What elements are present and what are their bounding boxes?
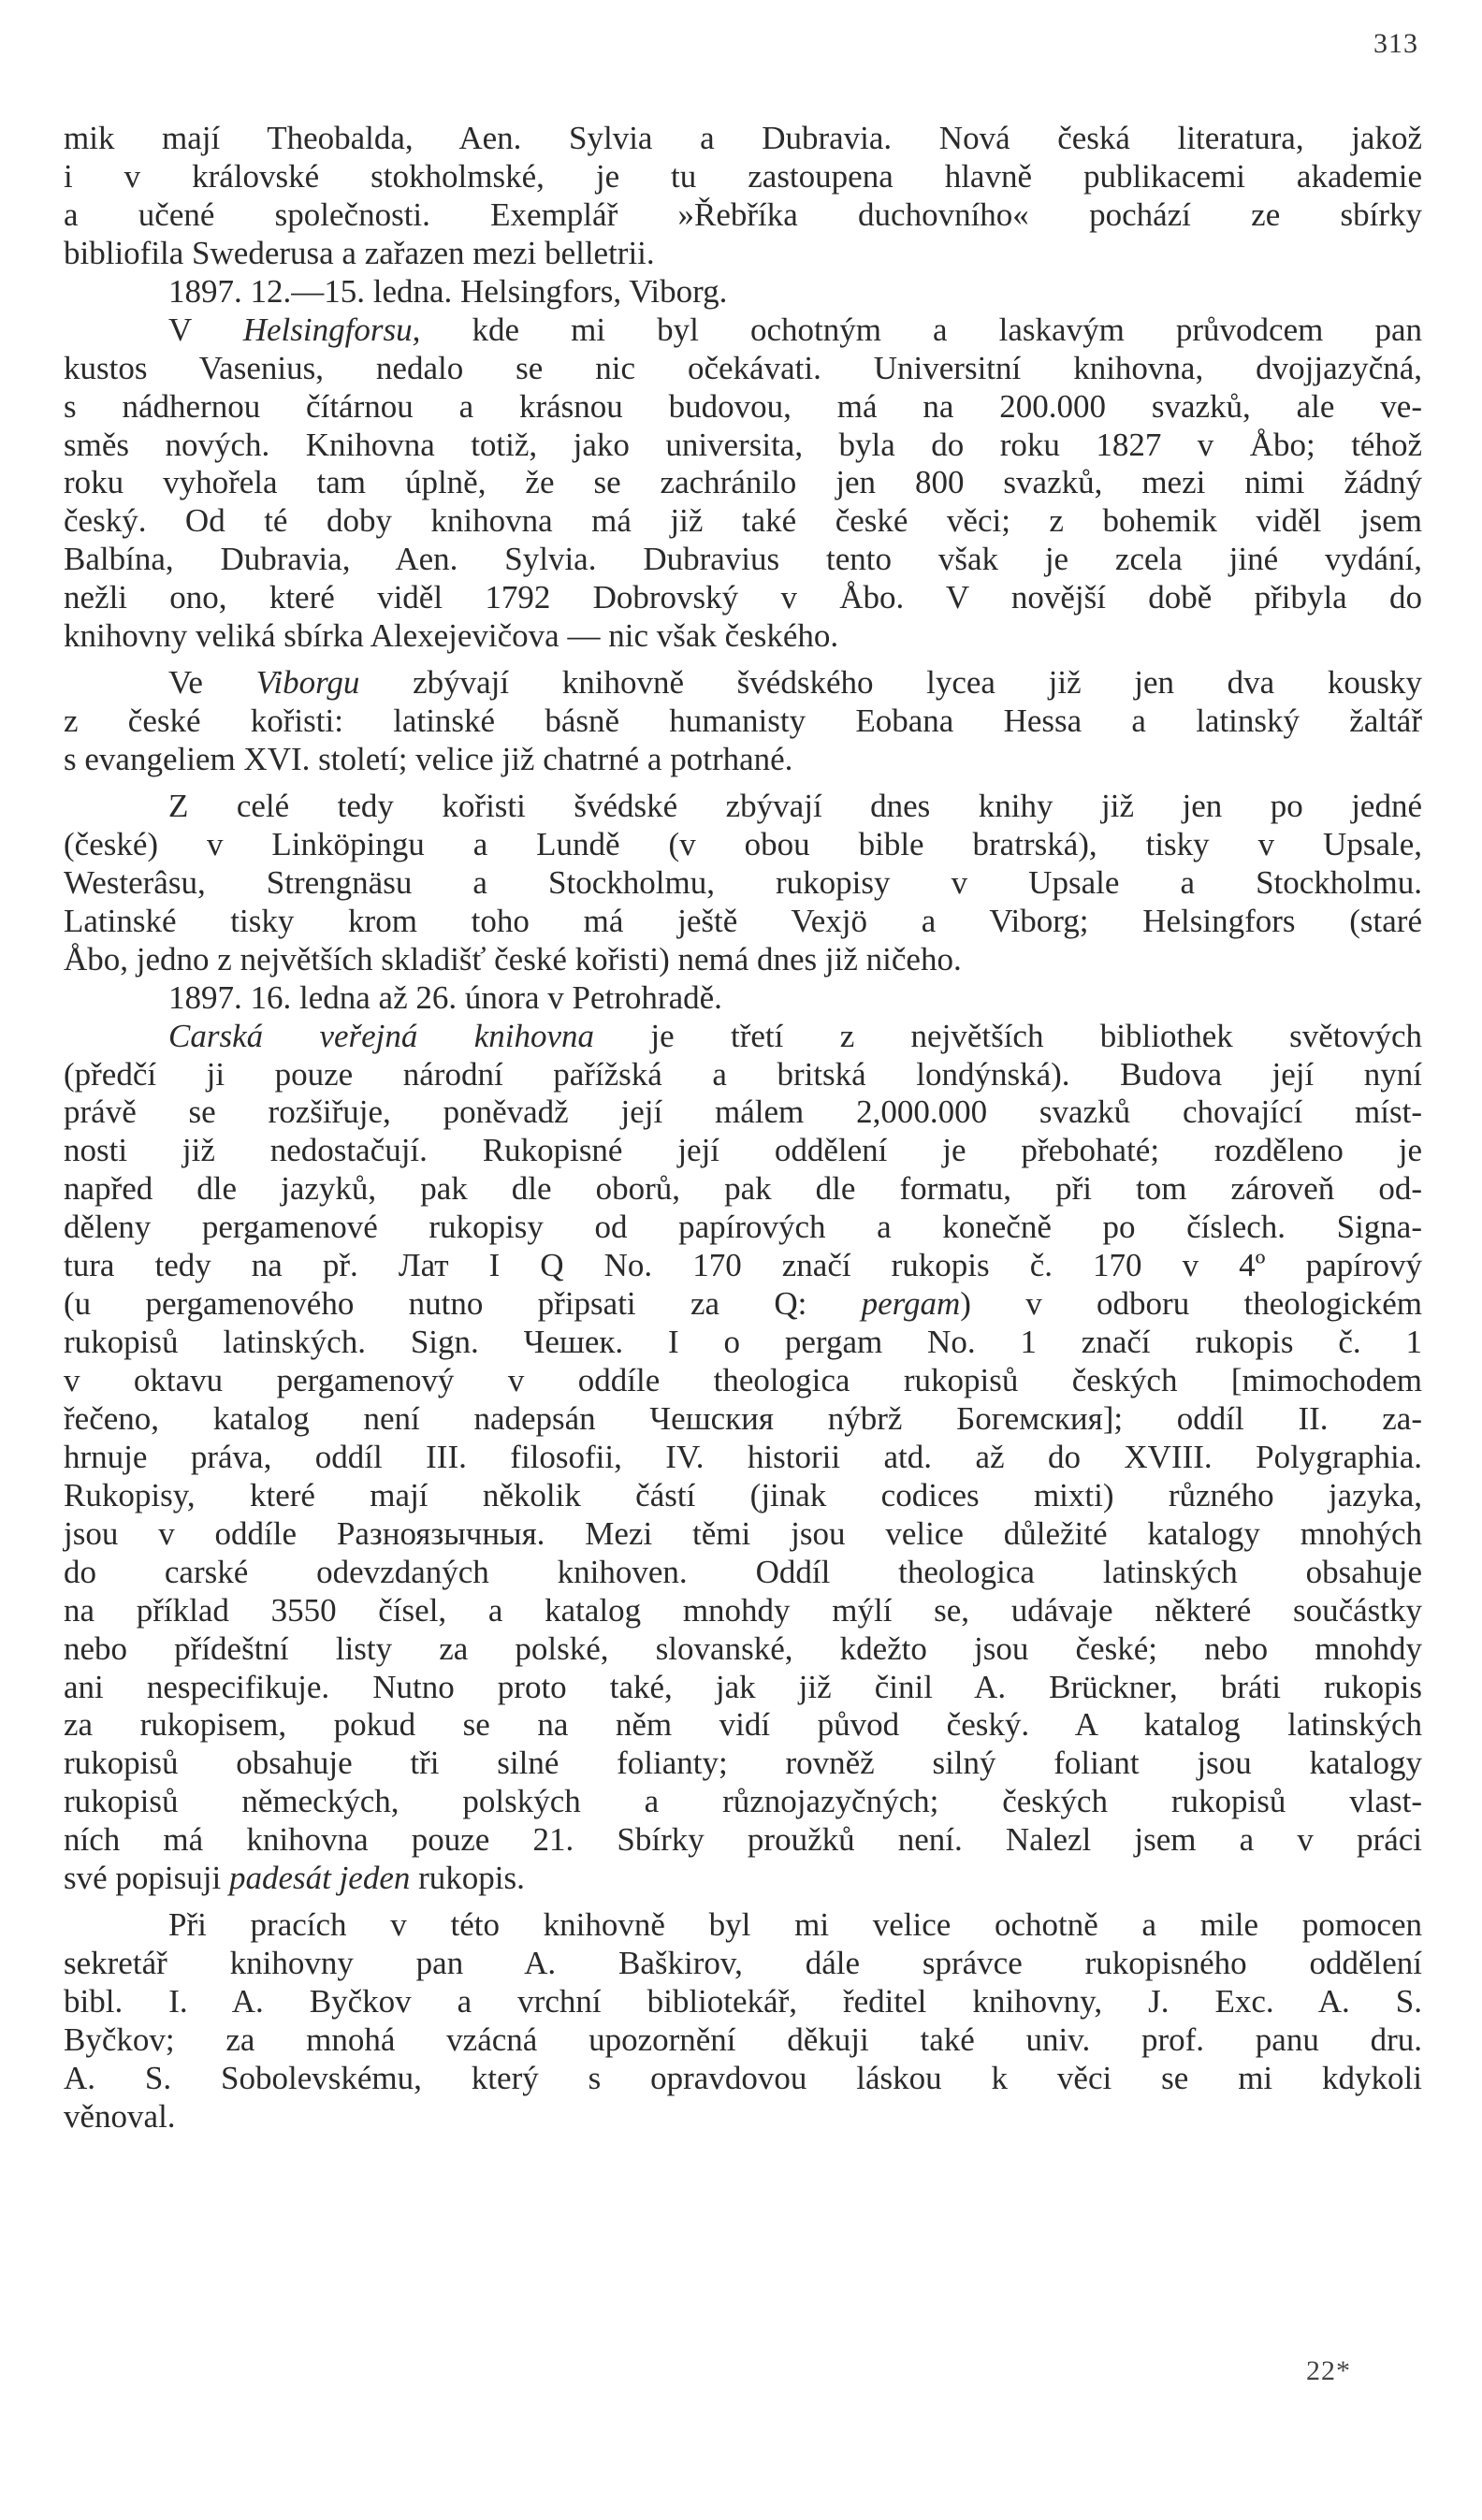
body-text: [64, 120, 1422, 2136]
text-line: za rukopisem, pokud se na něm vidí původ český. A katalog latinských: [64, 1706, 1422, 1744]
text-line: nosti již nedostačují. Rukopisné její oddělení je přebohaté; rozděleno je: [64, 1132, 1422, 1169]
text-line: Při pracích v této knihovně byl mi velice ochotně a mile pomocen: [168, 1906, 1422, 1944]
text-line: roku vyhořela tam úplně, že se zachránilo jen 800 svazků, mezi nimi žádný: [64, 464, 1422, 501]
text-line: knihovny veliká sbírka Alexejevičova — nic však českého.: [64, 617, 839, 655]
text-line: V Helsingforsu, kde mi byl ochotným a laskavým průvodcem pan: [168, 311, 1422, 348]
text-line: děleny pergamenové rukopisy od papírových a konečně po číslech. Signa-: [64, 1209, 1422, 1246]
page-number: 313: [1373, 28, 1418, 59]
text-line: (předčí ji pouze národní pařížská a britská londýnská). Budova její nyní: [64, 1055, 1422, 1093]
text-line: s evangeliem XVI. století; velice již chatrné a potrhané.: [64, 741, 793, 777]
text-line: nežli ono, které viděl 1792 Dobrovský v Åbo. V novější době přibyla do: [64, 579, 1422, 616]
text-line: ních má knihovna pouze 21. Sbírky proužků není. Nalezl jsem a v práci: [64, 1821, 1422, 1859]
text-line: tura tedy na př. Лат I Q No. 170 značí rukopis č. 170 v 4º papírový: [64, 1247, 1422, 1284]
text-line: mik mají Theobalda, Aen. Sylvia a Dubravia. Nová česká literatura, jakož: [64, 120, 1422, 156]
text-line: věnoval.: [64, 2097, 176, 2135]
text-line: Balbína, Dubravia, Aen. Sylvia. Dubravius tento však je zcela jiné vydání,: [64, 541, 1422, 578]
text-line: rukopisů německých, polských a různojazyčných; českých rukopisů vlast-: [64, 1783, 1422, 1820]
text-line: bibliofila Swederusa a zařazen mezi belletrii.: [64, 234, 655, 271]
text-line: (u pergamenového nutno připsati za Q: pergam) v odboru theologickém: [64, 1285, 1422, 1323]
text-line: a učené společnosti. Exemplář »Řebříka duchovního« pochází ze sbírky: [64, 196, 1422, 233]
text-line: Latinské tisky krom toho má ještě Vexjö a Viborg; Helsingfors (staré: [64, 902, 1422, 939]
text-line: napřed dle jazyků, pak dle oborů, pak dle formatu, při tom zároveň od-: [64, 1170, 1422, 1208]
text-line: do carské odevzdaných knihoven. Oddíl theologica latinských obsahuje: [64, 1553, 1422, 1590]
text-line: Rukopisy, které mají několik částí (jinak codices mixti) různého jazyka,: [64, 1476, 1422, 1513]
text-line: řečeno, katalog není nadepsán Чешския nýbrž Богемския]; oddíl II. za-: [64, 1399, 1422, 1437]
text-line: směs nových. Knihovna totiž, jako universita, byla do roku 1827 v Åbo; téhož: [64, 426, 1422, 463]
text-line: v oktavu pergamenový v oddíle theologica rukopisů českých [mimochodem: [64, 1362, 1422, 1398]
printer-signature: 22*: [1306, 2355, 1351, 2386]
text-line: jsou v oddíle Разноязычныя. Mezi těmi jsou velice důležité katalogy mnohých: [64, 1514, 1422, 1552]
date-heading: 1897. 12.—15. ledna. Helsingfors, Viborg.: [168, 272, 728, 310]
text-line: český. Od té doby knihovna má již také české věci; z bohemik viděl jsem: [64, 502, 1422, 540]
text-line: sekretář knihovny pan A. Baškirov, dále správce rukopisného oddělení: [64, 1945, 1422, 1982]
text-line: ani nespecifikuje. Nutno proto také, jak již činil A. Brückner, bráti rukopis: [64, 1668, 1422, 1705]
text-line: hrnuje práva, oddíl III. filosofii, IV. historii atd. až do XVIII. Polygraphia.: [64, 1438, 1422, 1475]
text-line: Åbo, jedno z největších skladišť české kořisti) nemá dnes již ničeho.: [64, 940, 962, 978]
text-line: z české kořisti: latinské básně humanisty Eobana Hessa a latinský žaltář: [64, 702, 1422, 740]
text-line: s nádhernou čítárnou a krásnou budovou, má na 200.000 svazků, ale ve-: [64, 387, 1422, 425]
text-line: A. S. Sobolevskému, který s opravdovou láskou k věci se mi kdykoli: [64, 2059, 1422, 2096]
text-line: Z celé tedy kořisti švédské zbývají dnes knihy již jen po jedné: [168, 787, 1422, 824]
text-line: kustos Vasenius, nedalo se nic očekávati. Universitní knihovna, dvojjazyčná,: [64, 349, 1422, 386]
text-line: rukopisů latinských. Sign. Чешек. I o pergam No. 1 značí rukopis č. 1: [64, 1324, 1422, 1361]
text-line: své popisuji padesát jeden rukopis.: [64, 1860, 525, 1897]
text-line: Ve Viborgu zbývají knihovně švédského lycea již jen dva kousky: [168, 664, 1422, 702]
text-line: rukopisů obsahuje tři silné folianty; rovněž silný foliant jsou katalogy: [64, 1745, 1422, 1782]
text-line: nebo přídeštní listy za polské, slovanské, kdežto jsou české; nebo mnohdy: [64, 1629, 1422, 1667]
text-line: Carská veřejná knihovna je třetí z největších bibliothek světových: [168, 1017, 1422, 1054]
text-line: i v královské stokholmské, je tu zastoupena hlavně publikacemi akademie: [64, 157, 1422, 195]
text-line: bibl. I. A. Byčkov a vrchní bibliotekář, ředitel knihovny, J. Exc. A. S.: [64, 1983, 1422, 2020]
text-line: (české) v Linköpingu a Lundě (v obou bible bratrská), tisky v Upsale,: [64, 825, 1422, 862]
text-line: na příklad 3550 čísel, a katalog mnohdy mýlí se, udávaje některé součástky: [64, 1591, 1422, 1629]
date-heading: 1897. 16. ledna až 26. února v Petrohradě.: [168, 978, 722, 1016]
text-line: právě se rozšiřuje, poněvadž její málem 2,000.000 svazků chovající míst-: [64, 1093, 1422, 1131]
text-line: Westerâsu, Strengnäsu a Stockholmu, rukopisy v Upsale a Stockholmu.: [64, 863, 1422, 901]
text-line: Byčkov; za mnohá vzácná upozornění děkuji také univ. prof. panu dru.: [64, 2020, 1422, 2058]
